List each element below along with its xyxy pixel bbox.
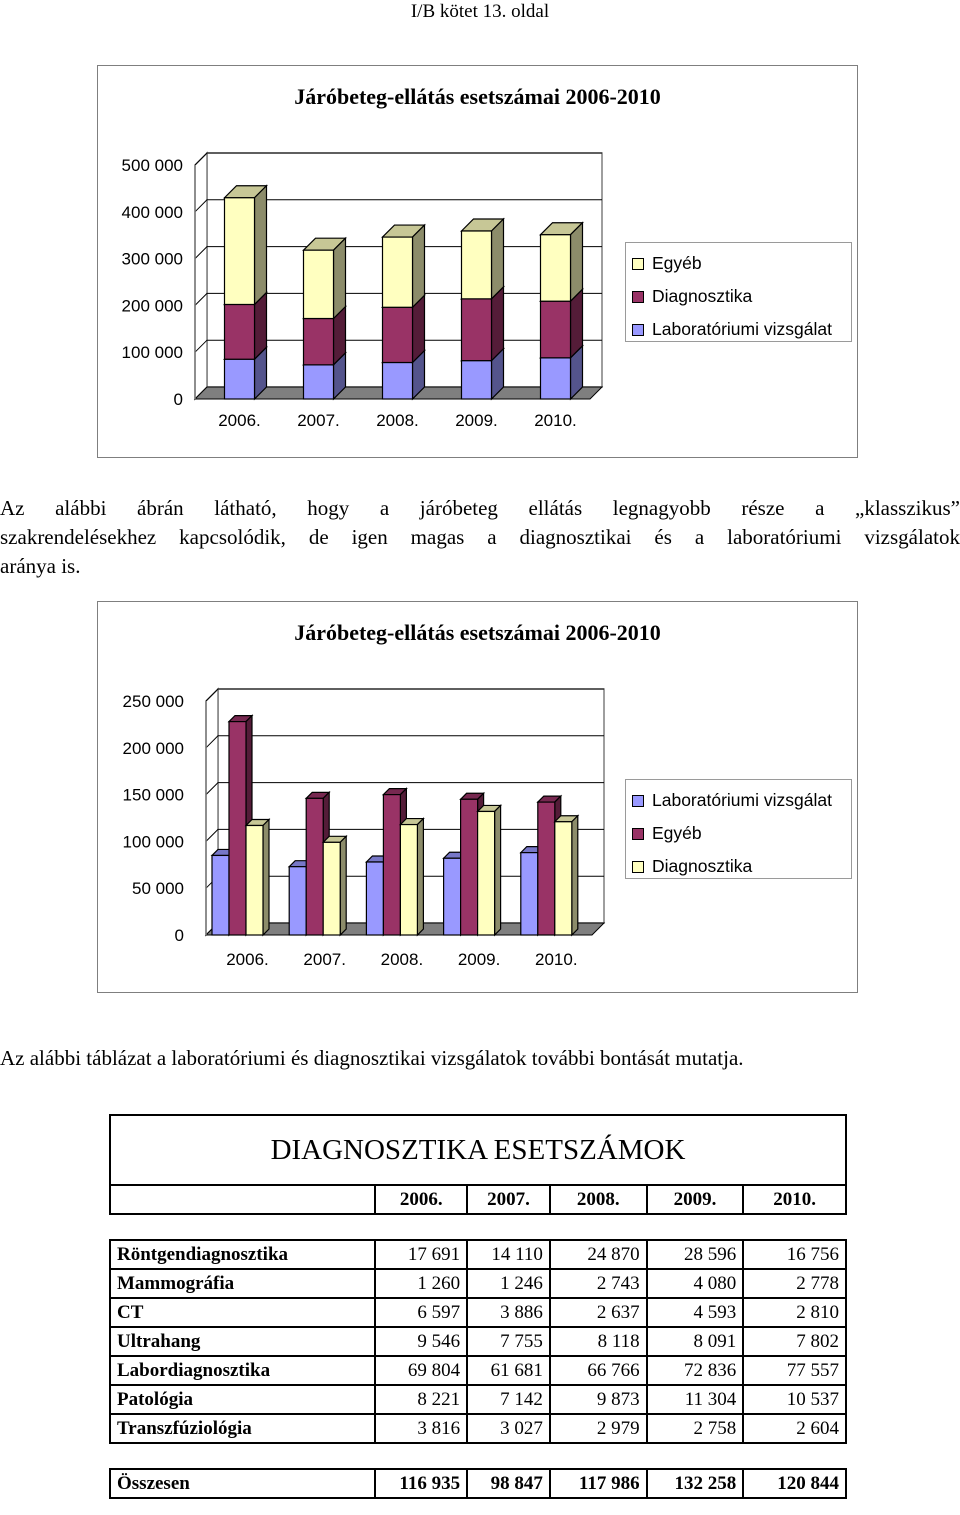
x-tick-label: 2008. [376, 411, 419, 430]
table-cell: 8 221 [375, 1385, 467, 1414]
bar-side [263, 819, 269, 935]
table-cell: 77 557 [743, 1356, 846, 1385]
bar-front [383, 795, 400, 935]
diagnostics-table-wrap [109, 1114, 847, 1513]
y-tick-label: 0 [174, 926, 184, 945]
legend-swatch [632, 324, 644, 336]
total-cell: 132 258 [647, 1469, 744, 1498]
row-label: Labordiagnosztika [110, 1356, 375, 1385]
bar [478, 805, 501, 935]
bar-front [521, 853, 538, 935]
row-label: Röntgendiagnosztika [110, 1240, 375, 1269]
table-cell: 69 804 [375, 1356, 467, 1385]
bar-front [225, 198, 255, 305]
y-tick-label: 50 000 [132, 879, 184, 899]
x-tick-label: 2010. [534, 411, 577, 430]
bar-side [340, 836, 346, 935]
row-label: Transzfúziológia [110, 1414, 375, 1443]
bar-side [334, 238, 346, 318]
table-row [110, 1385, 846, 1414]
bar-side [255, 186, 267, 305]
total-label: Összesen [110, 1469, 375, 1498]
table-cell: 8 091 [647, 1327, 744, 1356]
bar [383, 225, 425, 307]
x-tick-label: 2010. [535, 950, 578, 969]
x-tick-label: 2009. [457, 950, 501, 969]
table-cell: 24 870 [550, 1240, 647, 1269]
bar [225, 186, 267, 305]
table-row [110, 1327, 846, 1356]
table-cell: 2 810 [743, 1298, 846, 1327]
bar-front [555, 822, 572, 935]
legend-item [632, 817, 845, 850]
table-cell: 7 755 [467, 1327, 550, 1356]
legend-item [632, 850, 845, 883]
total-cell: 98 847 [467, 1469, 550, 1498]
chart-title: Járóbeteg-ellátás esetszámai 2006-2010 [294, 84, 661, 109]
bar-front [304, 250, 334, 318]
page-header: I/B kötet 13. oldal [410, 1, 550, 22]
bar [323, 836, 346, 935]
bar-front [541, 301, 571, 358]
row-label: CT [110, 1298, 375, 1327]
table-row [110, 1356, 846, 1385]
table-cell: 61 681 [467, 1356, 550, 1385]
legend-swatch [632, 258, 644, 270]
table-row [110, 1298, 846, 1327]
bar-front [538, 802, 555, 935]
bar-front [229, 722, 246, 935]
table-cell: 6 597 [375, 1298, 467, 1327]
bar [462, 219, 504, 299]
table-cell: 16 756 [743, 1240, 846, 1269]
table-cell: 72 836 [647, 1356, 744, 1385]
bar-side [492, 219, 504, 299]
bar-front [541, 358, 571, 399]
bar-side [572, 816, 578, 935]
bar-front [461, 799, 478, 935]
bar-front [462, 299, 492, 361]
table-cell: 8 118 [550, 1327, 647, 1356]
table-cell: 28 596 [647, 1240, 744, 1269]
chart-title: Járóbeteg-ellátás esetszámai 2006-2010 [294, 620, 661, 645]
table-cell: 66 766 [550, 1356, 647, 1385]
x-tick-label: 2007. [303, 950, 346, 969]
table-cell: 1 260 [375, 1269, 467, 1298]
intro-paragraph [0, 494, 960, 581]
table-cell: 9 546 [375, 1327, 467, 1356]
bar-front [541, 235, 571, 301]
bar-side [413, 225, 425, 307]
y-tick-label: 250 000 [122, 692, 184, 711]
legend-label: Egyéb [652, 253, 702, 273]
table-cell: 3 886 [467, 1298, 550, 1327]
x-tick-label: 2006. [218, 411, 261, 430]
table-cell: 2 778 [743, 1269, 846, 1298]
chart-legend [625, 242, 852, 342]
y-tick-label: 100 000 [122, 832, 184, 852]
legend-swatch [632, 828, 644, 840]
diagnostics-table [109, 1114, 847, 1499]
paragraph-line: aránya is. [0, 554, 81, 578]
legend-swatch [632, 291, 644, 303]
chart-legend [625, 779, 852, 879]
bar-front [306, 798, 323, 935]
bar [304, 238, 346, 318]
table-spacer [110, 1214, 846, 1240]
table-cell: 4 080 [647, 1269, 744, 1298]
table-cell: 17 691 [375, 1240, 467, 1269]
table-cell: 1 246 [467, 1269, 550, 1298]
bar-side [495, 805, 501, 935]
bar-front [323, 842, 340, 935]
bar-side [492, 287, 504, 361]
bar-front [366, 862, 383, 935]
table-cell: 3 027 [467, 1414, 550, 1443]
table-cell: 2 637 [550, 1298, 647, 1327]
legend-label: Diagnosztika [652, 286, 753, 306]
table-cell: 2 743 [550, 1269, 647, 1298]
table-spacer [110, 1443, 846, 1469]
y-tick-label: 0 [173, 390, 183, 409]
table-cell: 4 593 [647, 1298, 744, 1327]
paragraph-line: szakrendelésekhez kapcsolódik, de igen magas a diagnosztikai és a laboratóriumi vizsgálatok [0, 525, 960, 549]
table-header-empty [110, 1185, 375, 1214]
paragraph-line: Az alábbi ábrán látható, hogy a járóbeteg ellátás legnagyobb része a „klasszikus” [0, 496, 960, 520]
table-cell: 2 604 [743, 1414, 846, 1443]
x-tick-label: 2009. [455, 411, 498, 430]
legend-swatch [632, 861, 644, 873]
row-label: Patológia [110, 1385, 375, 1414]
bar [541, 223, 583, 301]
table-cell: 11 304 [647, 1385, 744, 1414]
bar-front [212, 855, 229, 935]
chart-clustered [97, 601, 858, 993]
legend-label: Laboratóriumi vizsgálat [652, 790, 832, 810]
table-cell: 7 802 [743, 1327, 846, 1356]
bar [555, 816, 578, 935]
bar-front [444, 858, 461, 935]
table-cell: 10 537 [743, 1385, 846, 1414]
table-title: DIAGNOSZTIKA ESETSZÁMOK [110, 1115, 846, 1185]
table-row [110, 1414, 846, 1443]
table-row [110, 1269, 846, 1298]
bar-front [225, 304, 255, 359]
bar-front [383, 237, 413, 307]
table-cell: 3 816 [375, 1414, 467, 1443]
bar-front [400, 825, 417, 935]
row-label: Mammográfia [110, 1269, 375, 1298]
y-tick-label: 200 000 [122, 738, 184, 758]
legend-item [632, 313, 845, 346]
bar-front [383, 362, 413, 399]
legend-label: Laboratóriumi vizsgálat [652, 319, 832, 339]
table-header-year: 2007. [467, 1185, 550, 1214]
legend-label: Diagnosztika [652, 856, 753, 876]
bar-front [289, 867, 306, 935]
table-intro-paragraph: Az alábbi táblázat a laboratóriumi és diagnosztikai vizsgálatok további bontását mutatja. [0, 1046, 744, 1070]
table-cell: 2 979 [550, 1414, 647, 1443]
bar-front [462, 231, 492, 299]
table-header-year: 2009. [647, 1185, 744, 1214]
table-header-year: 2008. [550, 1185, 647, 1214]
total-cell: 120 844 [743, 1469, 846, 1498]
bar-front [462, 361, 492, 399]
legend-label: Egyéb [652, 823, 702, 843]
y-tick-label: 100 000 [121, 343, 183, 363]
plot-side-wall [195, 153, 207, 399]
y-tick-label: 200 000 [121, 296, 183, 316]
x-tick-label: 2007. [297, 411, 340, 430]
table-cell: 14 110 [467, 1240, 550, 1269]
legend-item [632, 247, 845, 280]
y-tick-label: 500 000 [121, 156, 183, 175]
bar-front [478, 811, 495, 935]
row-label: Ultrahang [110, 1327, 375, 1356]
table-cell: 9 873 [550, 1385, 647, 1414]
x-tick-label: 2008. [380, 950, 424, 969]
table-cell: 2 758 [647, 1414, 744, 1443]
bar [246, 819, 269, 935]
legend-item [632, 784, 845, 817]
total-cell: 116 935 [375, 1469, 467, 1498]
y-tick-label: 150 000 [122, 785, 184, 805]
table-row [110, 1240, 846, 1269]
bar-front [225, 359, 255, 399]
table-header-year: 2006. [375, 1185, 467, 1214]
bar-front [304, 319, 334, 365]
bar [400, 819, 423, 935]
bar-front [383, 307, 413, 362]
table-header-year: 2010. [743, 1185, 846, 1214]
y-tick-label: 300 000 [121, 249, 183, 269]
table-total-row [110, 1469, 846, 1498]
bar-front [304, 365, 334, 399]
total-cell: 117 986 [550, 1469, 647, 1498]
table-cell: 7 142 [467, 1385, 550, 1414]
legend-swatch [632, 795, 644, 807]
bar-front [246, 825, 263, 935]
legend-item [632, 280, 845, 313]
bar-side [571, 223, 583, 301]
y-tick-label: 400 000 [121, 202, 183, 222]
x-tick-label: 2006. [226, 950, 269, 969]
bar-side [417, 819, 423, 935]
table-body [110, 1240, 846, 1443]
chart-stacked [97, 65, 858, 458]
